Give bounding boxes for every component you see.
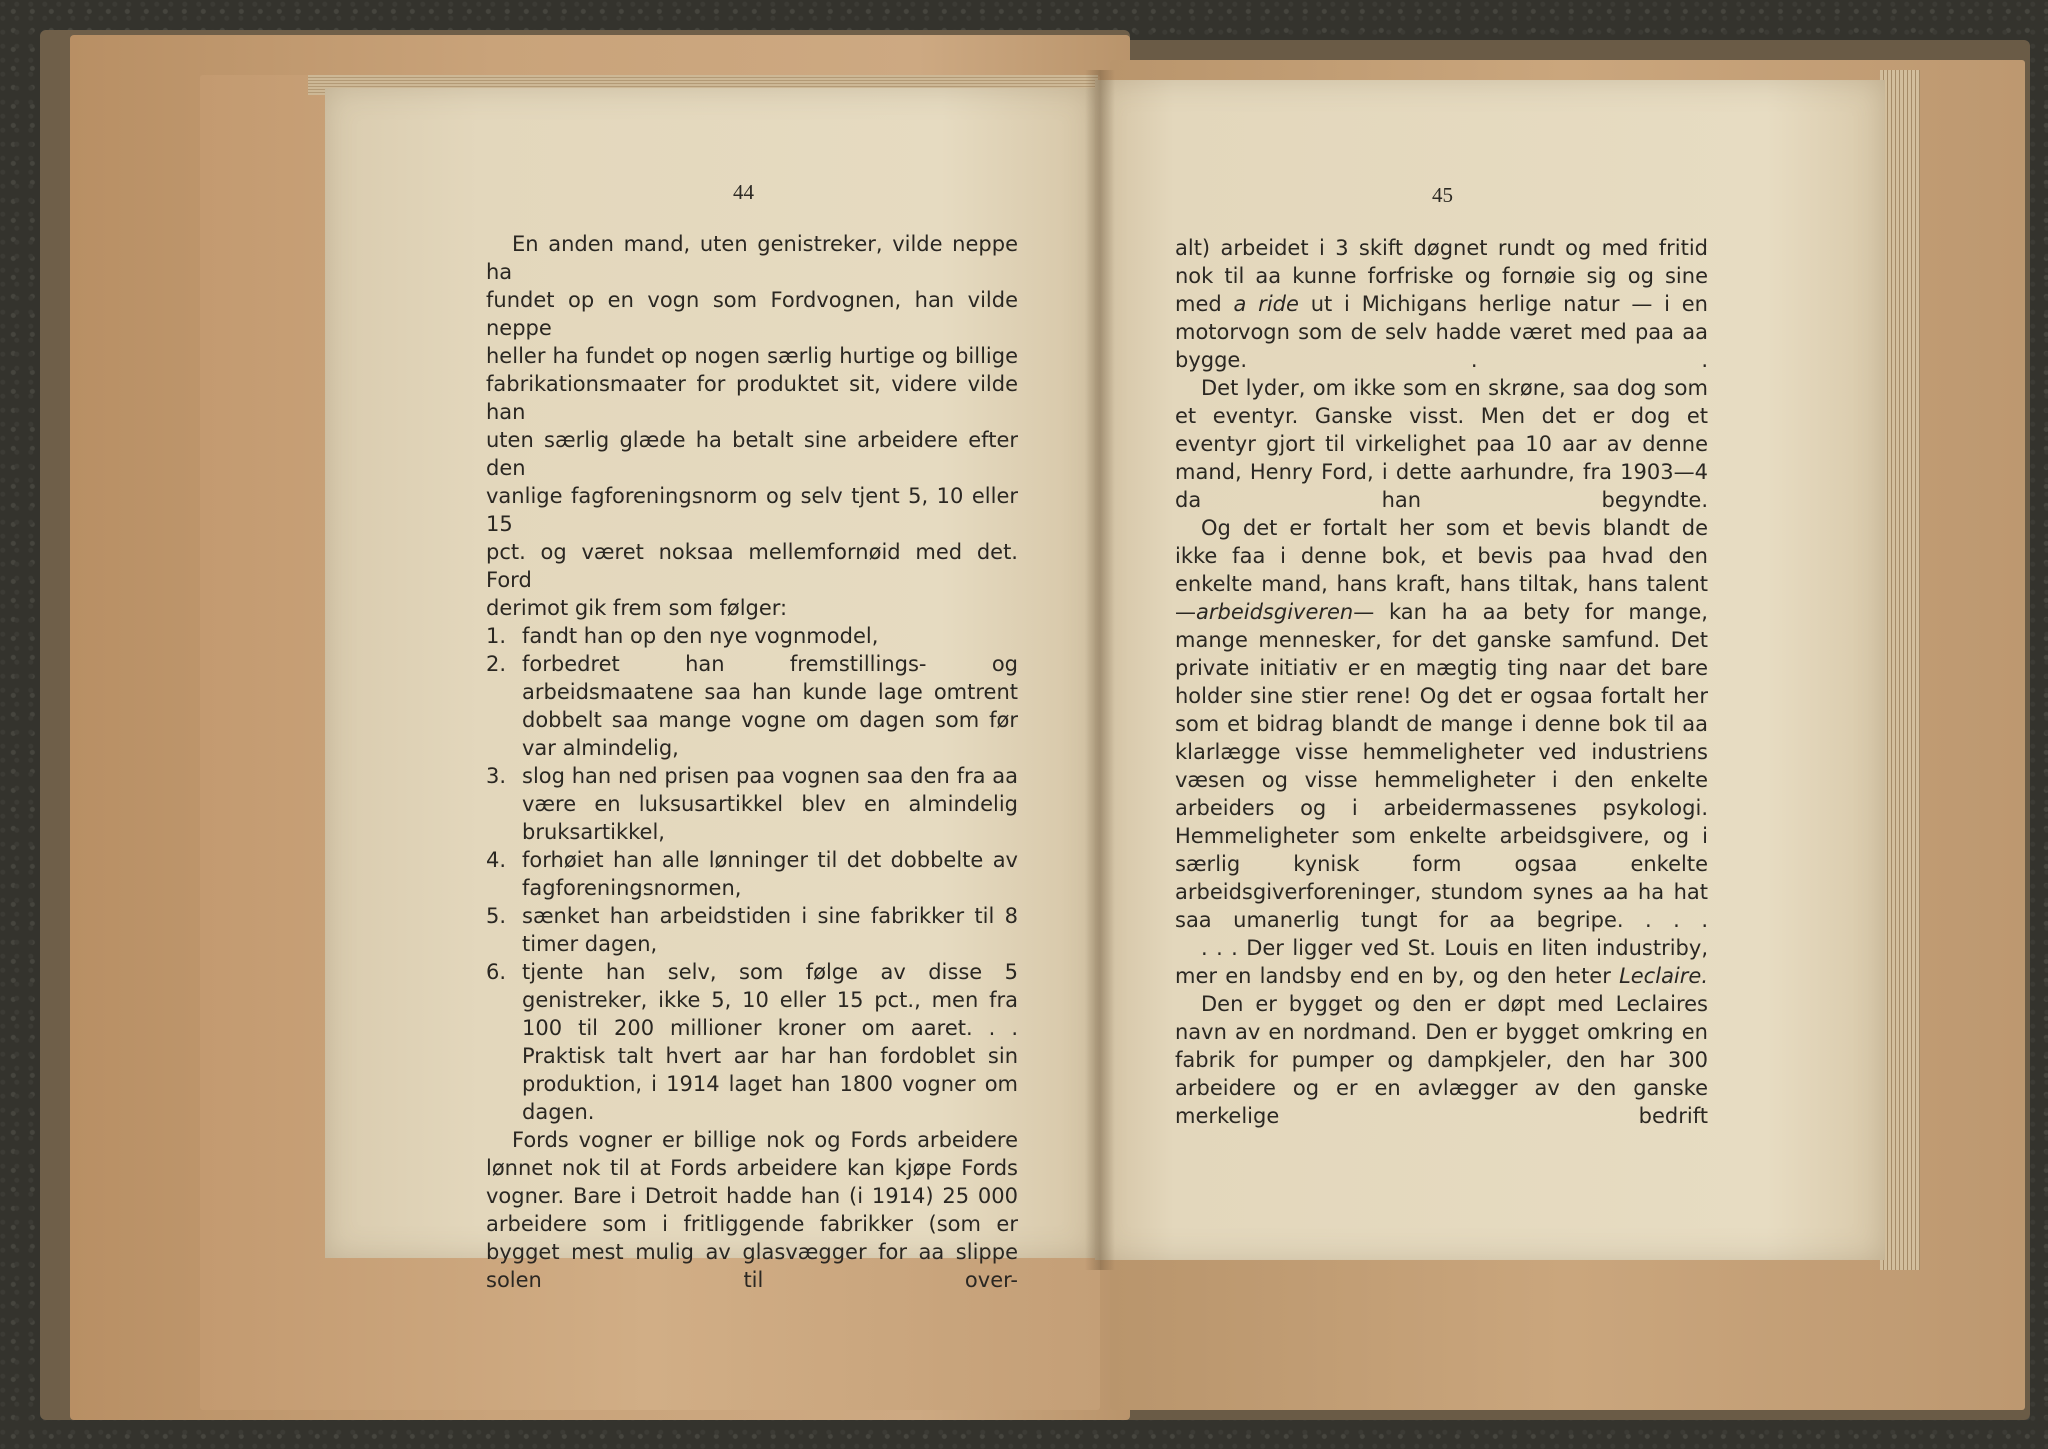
- list-item: [486, 762, 1018, 846]
- list-item-number: 1.: [486, 624, 507, 648]
- italic-leclaire: Leclaire.: [1619, 964, 1708, 988]
- list-item: [486, 622, 1018, 650]
- right-page-text: [1175, 234, 1708, 1130]
- italic-arbeidsgiveren: arbeidsgiveren: [1196, 600, 1354, 624]
- right-paragraph-2: Det lyder, om ikke som en skrøne, saa dog som et eventyr. Ganske visst. Men det er dog et eventyr gjort til virkelighet paa 10 aar av denne mand, Henry Ford, i dette aarhundre, fra 1903—4 da han begyndte.: [1175, 376, 1708, 512]
- left-intro-paragraph: [486, 230, 1018, 622]
- right-paragraph-3: [1175, 514, 1708, 934]
- intro-line: fundet op en vogn som Fordvognen, han vilde neppe: [486, 288, 1018, 340]
- list-item: [486, 650, 1018, 762]
- paragraph-1-text-end: ut i Michigans herlige natur — i en motorvogn som de selv hadde været med paa aa bygge. . .: [1175, 292, 1708, 372]
- page-number-right: 45: [1432, 183, 1453, 207]
- paragraph-1-text: alt) arbeidet i 3 skift døgnet rundt og med fritid nok til aa kunne forfriske og fornøie sig og sine med: [1175, 236, 1708, 316]
- list-item: [486, 958, 1018, 1126]
- intro-line: vanlige fagforeningsnorm og selv tjent 5, 10 eller 15: [486, 484, 1018, 536]
- left-outro-paragraph: Fords vogner er billige nok og Fords arbeidere lønnet nok til at Fords arbeidere kan kjøpe Fords vogner. Bare i Detroit hadde han (i 1914) 25 000 arbeidere som i fritliggende fabrikker (som er bygget mest mulig av glasvægger for aa slippe solen til over-: [486, 1128, 1018, 1292]
- right-paragraph-4: [1175, 934, 1708, 990]
- list-item-number: 3.: [486, 764, 507, 788]
- italic-a-ride: a ride: [1233, 292, 1299, 316]
- list-item-text: tjente han selv, som følge av disse 5 genistreker, ikke 5, 10 eller 15 pct., men fra 100 til 200 millioner kroner om aaret. . . Praktisk talt hvert aar har han fordoblet sin produktion, i 1914 laget han 1800 vogner om dagen.: [522, 960, 1018, 1124]
- list-item-text: slog han ned prisen paa vognen saa den fra aa være en luksusartikkel blev en almindelig bruksartikkel,: [522, 764, 1018, 844]
- paragraph-3-text: Og det er fortalt her som et bevis blandt de ikke faa i denne bok, et bevis paa hvad den enkelte mand, hans kraft, hans tiltak, hans talent —: [1175, 516, 1708, 624]
- numbered-list: [486, 622, 1018, 1126]
- right-paragraph-5: Den er bygget og den er døpt med Leclaires navn av en nordmand. Den er bygget omkring en fabrik for pumper og dampkjeler, den har 300 arbeidere og er en avlægger av den ganske merkelige bedrift: [1175, 992, 1708, 1128]
- paragraph-4-text: . . . Der ligger ved St. Louis en liten industriby, mer en landsby end en by, og den heter: [1175, 936, 1708, 988]
- list-item-number: 6.: [486, 960, 507, 984]
- page-edges-right: [1880, 70, 1920, 1270]
- paragraph-3-text-end: — kan ha aa bety for mange, mange mennesker, for det ganske samfund. Det private initiativ er en mægtig ting naar det bare holder sine stier rene! Og det er ogsaa fortalt her som et bidrag blandt de mange i denne bok til aa klarlægge visse hemmeligheter ved industriens væsen og visse hemmeligheter i den enkelte arbeiders og i arbeidermassenes psykologi. Hemmeligheter som enkelte arbeidsgivere, og i særlig kynisk form ogsaa enkelte arbeidsgiverforeninger, stundom synes aa ha hat saa umanerlig tungt for aa begripe. . . .: [1175, 600, 1708, 932]
- book-gutter: [1085, 70, 1115, 1270]
- intro-line: derimot gik frem som følger:: [486, 596, 788, 620]
- list-item-text: sænket han arbeidstiden i sine fabrikker til 8 timer dagen,: [522, 904, 1018, 956]
- list-item-text: fandt han op den nye vognmodel,: [522, 624, 879, 648]
- list-item-number: 4.: [486, 848, 507, 872]
- left-page-text: [486, 230, 1018, 1294]
- list-item-text: forhøiet han alle lønninger til det dobbelte av fagforeningsnormen,: [522, 848, 1018, 900]
- right-paragraph-1: [1175, 234, 1708, 374]
- intro-line: uten særlig glæde ha betalt sine arbeidere efter den: [486, 428, 1018, 480]
- intro-line: fabrikationsmaater for produktet sit, videre vilde han: [486, 372, 1018, 424]
- list-item-number: 2.: [486, 652, 507, 676]
- list-item-number: 5.: [486, 904, 507, 928]
- intro-line: pct. og været noksaa mellemfornøid med det. Ford: [486, 540, 1018, 592]
- page-number-left: 44: [733, 180, 754, 204]
- intro-line: heller ha fundet op nogen særlig hurtige og billige: [486, 344, 1018, 368]
- intro-line: En anden mand, uten genistreker, vilde neppe ha: [486, 232, 1018, 284]
- list-item: [486, 902, 1018, 958]
- list-item-text: forbedret han fremstillings- og arbeidsmaatene saa han kunde lage omtrent dobbelt saa mange vogne om dagen som før var almindelig,: [522, 652, 1018, 760]
- list-item: [486, 846, 1018, 902]
